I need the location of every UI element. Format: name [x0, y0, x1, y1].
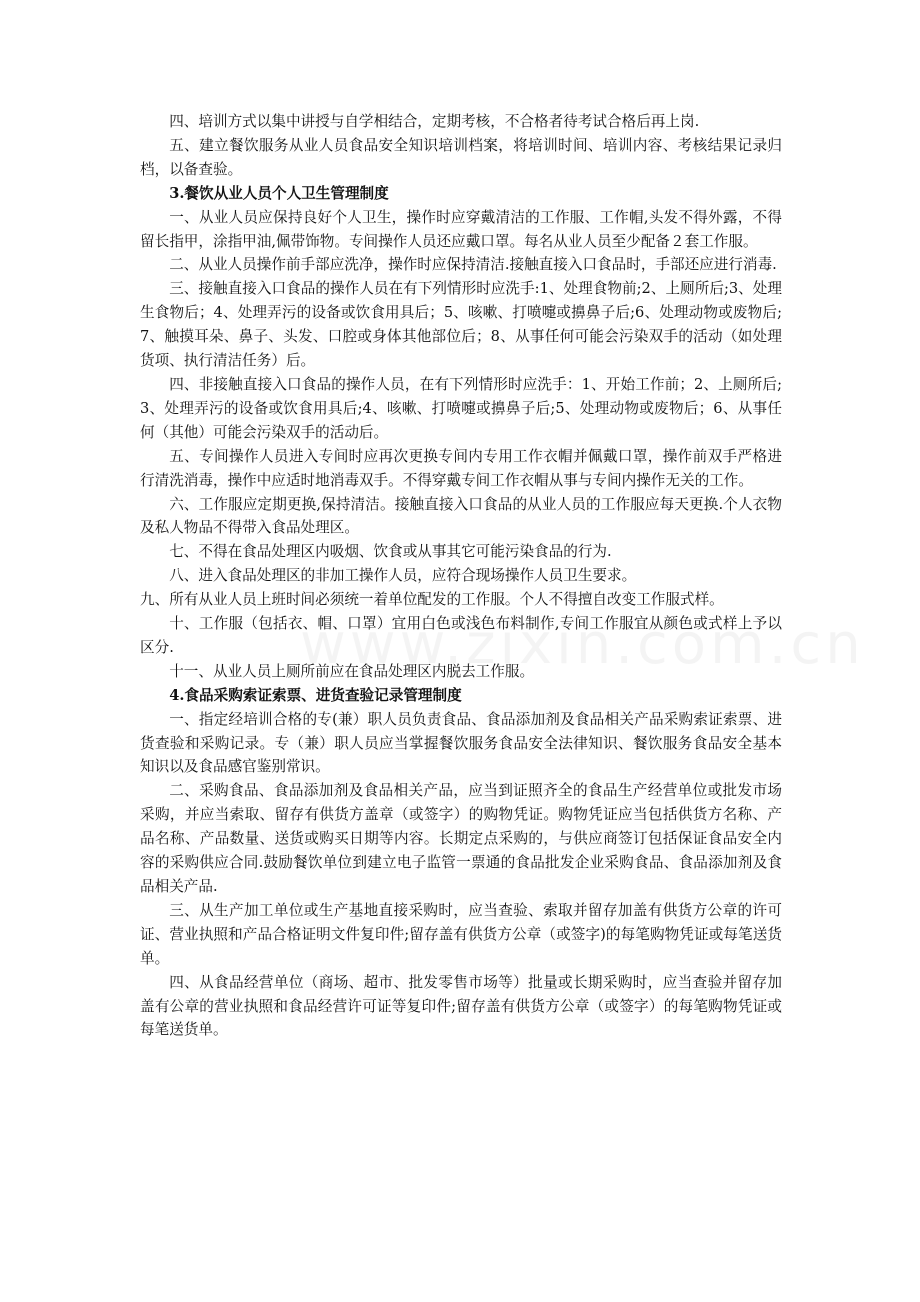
paragraph: 五、专间操作人员进入专间时应再次更换专间内专用工作衣帽并佩戴口罩，操作前双手严格进行清洗消毒，操作中应适时地消毒双手。不得穿戴专间工作衣帽从事与专间内操作无关的工作。 — [140, 447, 782, 489]
paragraph: 十、工作服（包括衣、帽、口罩）宜用白色或浅色布料制作,专间工作服宜从颜色或式样上予以区分. — [140, 615, 782, 656]
paragraph: 六、工作服应定期更换,保持清洁。接触直接入口食品的从业人员的工作服应每天更换.个人衣物及私人物品不得带入食品处理区。 — [140, 495, 782, 537]
paragraph: 三、接触直接入口食品的操作人员在有下列情形时应洗手:1、处理食物前;2、上厕所后;3、处理生食物后；4、处理弄污的设备或饮食用具后；5、咳嗽、打喷嚏或擤鼻子后;6、处理动物或废物后;7、触摸耳朵、鼻子、头发、口腔或身体其他部位后；8、从事任何可能会污染双手的活动（如处理货项、执行清洁任务）后。 — [140, 280, 782, 370]
paragraph: 五、建立餐饮服务从业人员食品安全知识培训档案，将培训时间、培训内容、考核结果记录归档，以备查验。 — [140, 136, 782, 178]
document-body — [140, 110, 782, 1042]
paragraph: 二、从业人员操作前手部应洗净，操作时应保持清洁.接触直接入口食品时，手部还应进行消毒. — [169, 256, 777, 274]
paragraph: 二、采购食品、食品添加剂及食品相关产品，应当到证照齐全的食品生产经营单位或批发市场采购，并应当索取、留存有供货方盖章（或签字）的购物凭证。购物凭证应当包括供货方名称、产品名称、产品数量、送货或购买日期等内容。长期定点采购的，与供应商签订包括保证食品安全内容的采购供应合同.鼓励餐饮单位到建立电子监管一票通的食品批发企业采购食品、食品添加剂及食品相关产品. — [140, 782, 782, 895]
paragraph: 三、从生产加工单位或生产基地直接采购时，应当查验、索取并留存加盖有供货方公章的许可证、营业执照和产品合格证明文件复印件;留存盖有供货方公章（或签字)的每笔购物凭证或每笔送货单。 — [140, 901, 782, 967]
paragraph: 一、从业人员应保持良好个人卫生，操作时应穿戴清洁的工作服、工作帽,头发不得外露，不得留长指甲，涂指甲油,佩带饰物。专间操作人员还应戴口罩。每名从业人员至少配备２套工作服。 — [140, 208, 782, 250]
paragraph: 一、指定经培训合格的专(兼）职人员负责食品、食品添加剂及食品相关产品采购索证索票、进货查验和采购记录。专（兼）职人员应当掌握餐饮服务食品安全法律知识、餐饮服务食品安全基本知识以及食品感官鉴别常识。 — [140, 710, 782, 776]
paragraph: 七、不得在食品处理区内吸烟、饮食或从事其它可能污染食品的行为. — [169, 543, 612, 561]
paragraph: 四、非接触直接入口食品的操作人员，在有下列情形时应洗手：1、开始工作前；2、上厕所后;3、处理弄污的设备或饮食用具后;4、咳嗽、打喷嚏或擤鼻子后;5、处理动物或废物后；6、从事任何（其他）可能会污染双手的活动后。 — [140, 375, 782, 441]
paragraph: 十一、从业人员上厕所前应在食品处理区内脱去工作服。 — [169, 662, 535, 680]
section-heading: 3.餐饮从业人员个人卫生管理制度 — [169, 184, 389, 202]
paragraph: 九、所有从业人员上班时间必须统一着单位配发的工作服。个人不得擅自改变工作服式样。 — [140, 591, 724, 609]
paragraph: 八、进入食品处理区的非加工操作人员，应符合现场操作人员卫生要求。 — [169, 567, 637, 585]
section-heading: 4.食品采购索证索票、进货查验记录管理制度 — [169, 686, 462, 704]
paragraph: 四、培训方式以集中讲授与自学相结合，定期考核，不合格者待考试合格后再上岗. — [169, 113, 700, 130]
paragraph: 四、从食品经营单位（商场、超市、批发零售市场等）批量或长期采购时，应当查验并留存加盖有公章的营业执照和食品经营许可证等复印件;留存盖有供货方公章（或签字）的每笔购物凭证或每笔送货单。 — [140, 973, 782, 1039]
